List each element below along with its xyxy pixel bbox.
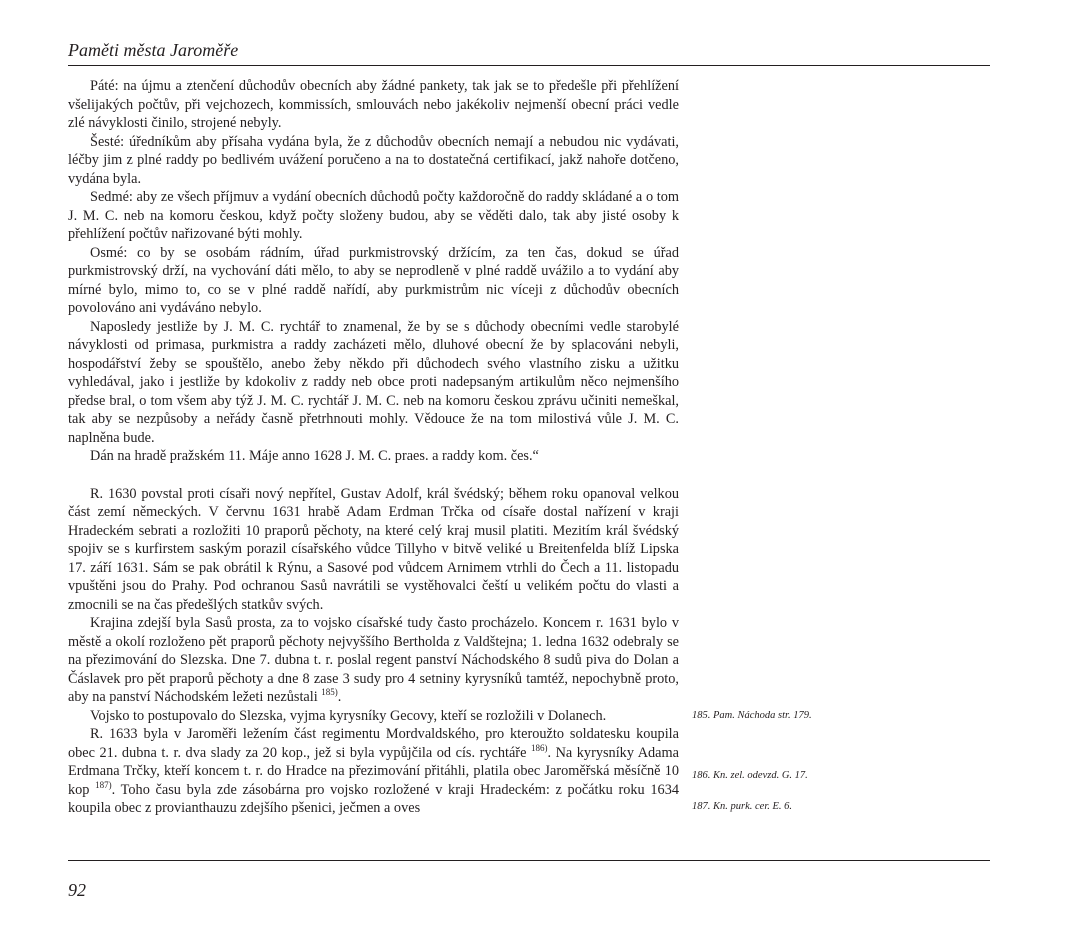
paragraph-text: R. 1633 byla v Jaroměři ležením část regimentu Mordvaldského, pro kteroužto soldatesku koupila obec 21. dubna t. r. dva slady za 20 kop., jež si byla vypůjčila od cís. rychtáře: [68, 726, 679, 761]
note-ref-187: 187): [95, 779, 112, 790]
paragraph: R. 1633 byla v Jaroměři ležením část regimentu Mordvaldského, pro kteroužto soldatesku koupila obec 21. dubna t. r. dva slady za 20 kop., jež si byla vypůjčila od cís. rychtáře $^{186)}$. Na kyrysníky Adama Erdmana Trčky, kteří koncem t. r. do Hradce na přezimování přitáhli, platila obec Jaroměřská měsíčně 10 kop $^{187)}$. Toho času byla zde zásobárna pro vojsko rozložené v kraji Hradeckém: z počátku roku 1634 koupila obec z provianthauzu zdejšího pšenici, ječmen a oves: [68, 726, 679, 816]
footnote-185: 185. Pam. Náchoda str. 179.: [692, 710, 812, 721]
paragraph: R. 1630 povstal proti císaři nový nepřítel, Gustav Adolf, král švédský; během roku opanoval velkou část zemí německých. V červnu 1631 hrabě Adam Erdman Trčka od císaře dostal nařízení v kraji Hradeckém sebrati a rozložiti 10 praporů pěchoty, na které celý kraj musil platiti. Mezitím král švédský spojiv se s kurfirstem saským porazil císařského vůdce Tillyho v bitvě veliké u Breitenfelda blíž Lipska 17. září 1631. Sám se pak obrátil k Rýnu, a Sasové pod vůdcem Arnimem vtrhli do Čech a 11. listopadu vpuštěni jsou do Prahy. Pod ochranou Sasů navrátili se vystěhovalci čeští u velikém počtu do vlasti a zmocnili se na čas předešlých statkův svých.: [68, 485, 679, 613]
note-ref-186: 186): [530, 742, 548, 753]
paragraph-text: Krajina zdejší byla Sasů prosta, za to vojsko císařské tudy často procházelo. Koncem r. 1631 bylo v městě a okolí rozloženo pět praporů pěchoty nejvyššího Bertholda z Valdštejna; 1. ledna 1632 odebraly se na přezimování do Slezska. Dne 7. dubna t. r. poslal regent panství Náchodského 8 sudů piva do Dolan a Čáslavek pro pět praporů pěchoty a dne 8 zase 3 sudy pro 4 setniny kyrysníků tamtéž, nepochybně proto, aby na panství Náchodském ležeti nezůstali: [68, 615, 679, 705]
main-text: [68, 77, 679, 818]
footnote-187: 187. Kn. purk. cer. E. 6.: [692, 801, 793, 812]
paragraph-text: . Toho času byla zde zásobárna pro vojsko rozložené v kraji Hradeckém: z počátku roku 1634 koupila obec z provianthauzu zdejšího pšenici, ječmen a oves: [68, 781, 679, 816]
header-rule: [68, 65, 990, 66]
paragraph: Vojsko to postupovalo do Slezska, vyjma kyrysníky Gecovy, kteří se rozložili v Dolanech.: [90, 707, 607, 724]
paragraph: Naposledy jestliže by J. M. C. rychtář to znamenal, že by se s důchody obecními vedle starobylé návyklosti od primasa, purkmistra a raddy zacházeti mělo, dluhové obecní že by splacováni nebyli, hospodářství žeby se spouštělo, anebo žeby někdo při důchodech svého vlastního zisku a užitku vyhledával, jako i jestliže by kdokoliv z raddy neb obce proti nadepsaným artikulům něco nejmenšího předse bral, o tom všem aby týž J. M. C. rychtář J. M. C. neb na komoru českou zprávu učiniti nemeškal, tak aby se nezpůsoby a neřády časně přetrhnouti mohly. Vědouce že na tom milostivá vůle J. M. C. naplněna bude.: [68, 318, 679, 446]
paragraph-text: Na kyrysníky Adama Erdmana Trčky, kteří koncem t. r. do Hradce na přezimování přitáhli, platila obec Jaroměřská měsíčně 10 kop: [68, 744, 679, 798]
footnote-186: 186. Kn. zel. odevzd. G. 17.: [692, 770, 808, 781]
footer-rule: [68, 860, 990, 861]
running-head-title: Paměti města Jaroměře: [68, 40, 239, 60]
page-number: 92: [68, 880, 86, 900]
paragraph: Šesté: úředníkům aby přísaha vydána byla, že z důchodův obecních nemají a nebudou nic vydávati, léčby jim z plné raddy po bedlivém uvážení poručeno a na to dostatečná certifikací, jakž nahoře dotčeno, vydána byla.: [68, 133, 679, 187]
paragraph: Osmé: co by se osobám rádním, úřad purkmistrovský držícím, za ten čas, dokud se úřad purkmistrovský drží, na vychování dáti mělo, to aby se neprodleně v plné raddě uvážilo a to vydání aby mírné bylo, mimo to, co se v plné raddě nařídí, aby purkmistrům nic víceji z důchodův obecních povolováno ani vydáváno nebylo.: [68, 244, 679, 316]
paragraph: Páté: na újmu a ztenčení důchodův obecních aby žádné pankety, tak jak se to předešle při přehlížení všelijakých počtův, při vejchozech, kommissích, smlouvách nebo jakékoliv nejmenší obecní práci vedle zlé návyklosti činilo, strojené nebyly.: [68, 78, 679, 131]
paragraph: Krajina zdejší byla Sasů prosta, za to vojsko císařské tudy často procházelo. Koncem r. 1631 bylo v městě a okolí rozloženo pět praporů pěchoty nejvyššího Bertholda z Valdštejna; 1. ledna 1632 odebraly se na přezimování do Slezska. Dne 7. dubna t. r. poslal regent panství Náchodského 8 sudů piva do Dolan a Čáslavek pro pět praporů pěchoty a dne 8 zase 3 sudy pro 4 setniny kyrysníků tamtéž, nepochybně proto, aby na panství Náchodském ležeti nezůstali $^{185)}$.: [68, 615, 679, 705]
paragraph: Dán na hradě pražském 11. Máje anno 1628 J. M. C. praes. a raddy kom. čes.“: [90, 448, 539, 464]
note-ref-185: 185): [321, 687, 338, 697]
paragraph: Sedmé: aby ze všech příjmuv a vydání obecních důchodů počty každoročně do raddy skládané a o tom J. M. C. neb na komoru českou, když počty složeny budou, aby se věděti dalo, tak aby jisté osoby k přehlížení počtův nařizované býti mohly.: [68, 189, 679, 242]
